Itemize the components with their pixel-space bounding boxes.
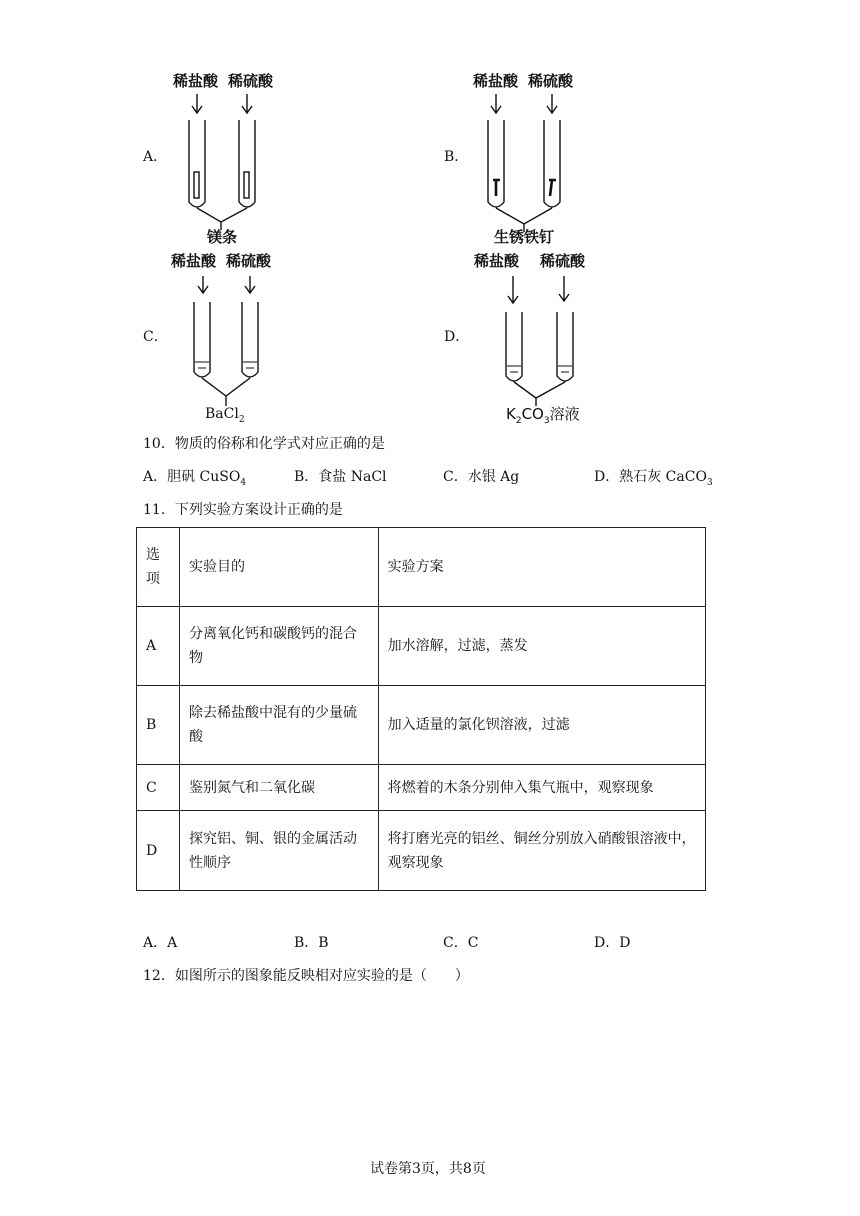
option-c-reagent-right: 稀硫酸	[226, 252, 272, 270]
option-a-bottom-label: 镁条	[207, 228, 238, 246]
option-d-test-tubes-figure	[490, 272, 610, 422]
header-option: 选项	[137, 528, 180, 607]
option-d-label-rest: 溶液	[549, 405, 580, 423]
q11-stem: 11．下列实验方案设计正确的是	[143, 502, 343, 518]
row-option: B	[137, 686, 180, 765]
q10-option-c	[443, 468, 519, 486]
option-c-reagent-left: 稀盐酸	[171, 252, 217, 270]
q10-option-a	[143, 468, 246, 492]
option-d-label-sub2: 3	[543, 416, 550, 426]
table-row	[137, 607, 706, 686]
option-c-bottom-label	[205, 405, 245, 429]
q11-option-c: C．C	[443, 935, 479, 951]
option-d-bottom-label	[506, 405, 580, 430]
q11-option-a: A．A	[143, 935, 178, 951]
header-plan: 实验方案	[378, 528, 705, 607]
option-a-letter: A．	[143, 149, 168, 165]
row-purpose: 鉴别氮气和二氧化碳	[179, 765, 378, 811]
row-option: C	[137, 765, 180, 811]
q10-option-c-text: C．水银 Ag	[443, 469, 520, 485]
option-b-reagent-left: 稀盐酸	[473, 72, 519, 90]
q10-option-d-sub: 3	[706, 477, 713, 488]
q10-option-a-text: A．胆矾 CuSO	[143, 469, 241, 485]
option-d-label-sub1: 2	[515, 416, 522, 426]
row-option: D	[137, 811, 180, 891]
q10-stem: 10．物质的俗称和化学式对应正确的是	[143, 436, 385, 452]
option-c-letter: C．	[143, 329, 168, 345]
header-purpose: 实验目的	[179, 528, 378, 607]
q10-option-a-sub: 4	[240, 477, 247, 488]
q11-table	[136, 527, 706, 891]
option-a-reagent-left: 稀盐酸	[173, 72, 219, 90]
row-plan: 加水溶解，过滤，蒸发	[378, 607, 705, 686]
row-purpose: 除去稀盐酸中混有的少量硫酸	[179, 686, 378, 765]
option-a-reagent-right: 稀硫酸	[228, 72, 274, 90]
q11-option-b: B．B	[294, 935, 329, 951]
table-row	[137, 765, 706, 811]
row-plan: 加入适量的氯化钡溶液，过滤	[378, 686, 705, 765]
row-plan: 将打磨光亮的铝丝、铜丝分别放入硝酸银溶液中，观察现象	[378, 811, 705, 891]
q12-stem: 12．如图所示的图象能反映相对应实验的是（ ）	[143, 968, 469, 984]
option-c-label-main: BaCl	[205, 406, 239, 422]
row-plan: 将燃着的木条分别伸入集气瓶中，观察现象	[378, 765, 705, 811]
q10-option-b-text: B．食盐 NaCl	[294, 469, 387, 485]
page-footer: 试卷第3页，共8页	[370, 1161, 486, 1177]
table-row	[137, 811, 706, 891]
q10-option-d-text: D．熟石灰 CaCO	[594, 469, 707, 485]
q10-option-b	[294, 468, 387, 486]
q11-option-d: D．D	[594, 935, 631, 951]
q10-option-d	[594, 468, 713, 492]
option-d-label-k: K	[506, 405, 516, 423]
row-option: A	[137, 607, 180, 686]
row-purpose: 探究铝、铜、银的金属活动性顺序	[179, 811, 378, 891]
option-b-reagent-right: 稀硫酸	[528, 72, 574, 90]
option-d-reagent-left: 稀盐酸	[474, 252, 520, 270]
option-d-reagent-right: 稀硫酸	[540, 252, 586, 270]
table-row	[137, 686, 706, 765]
option-d-label-co: CO	[521, 405, 544, 423]
option-b-letter: B．	[444, 149, 469, 165]
option-b-bottom-label: 生锈铁钉	[494, 228, 555, 246]
row-purpose: 分离氧化钙和碳酸钙的混合物	[179, 607, 378, 686]
option-c-label-sub: 2	[238, 414, 245, 425]
option-c-test-tubes-figure	[176, 272, 296, 422]
option-d-letter: D．	[444, 329, 470, 345]
table-header-row	[137, 528, 706, 607]
